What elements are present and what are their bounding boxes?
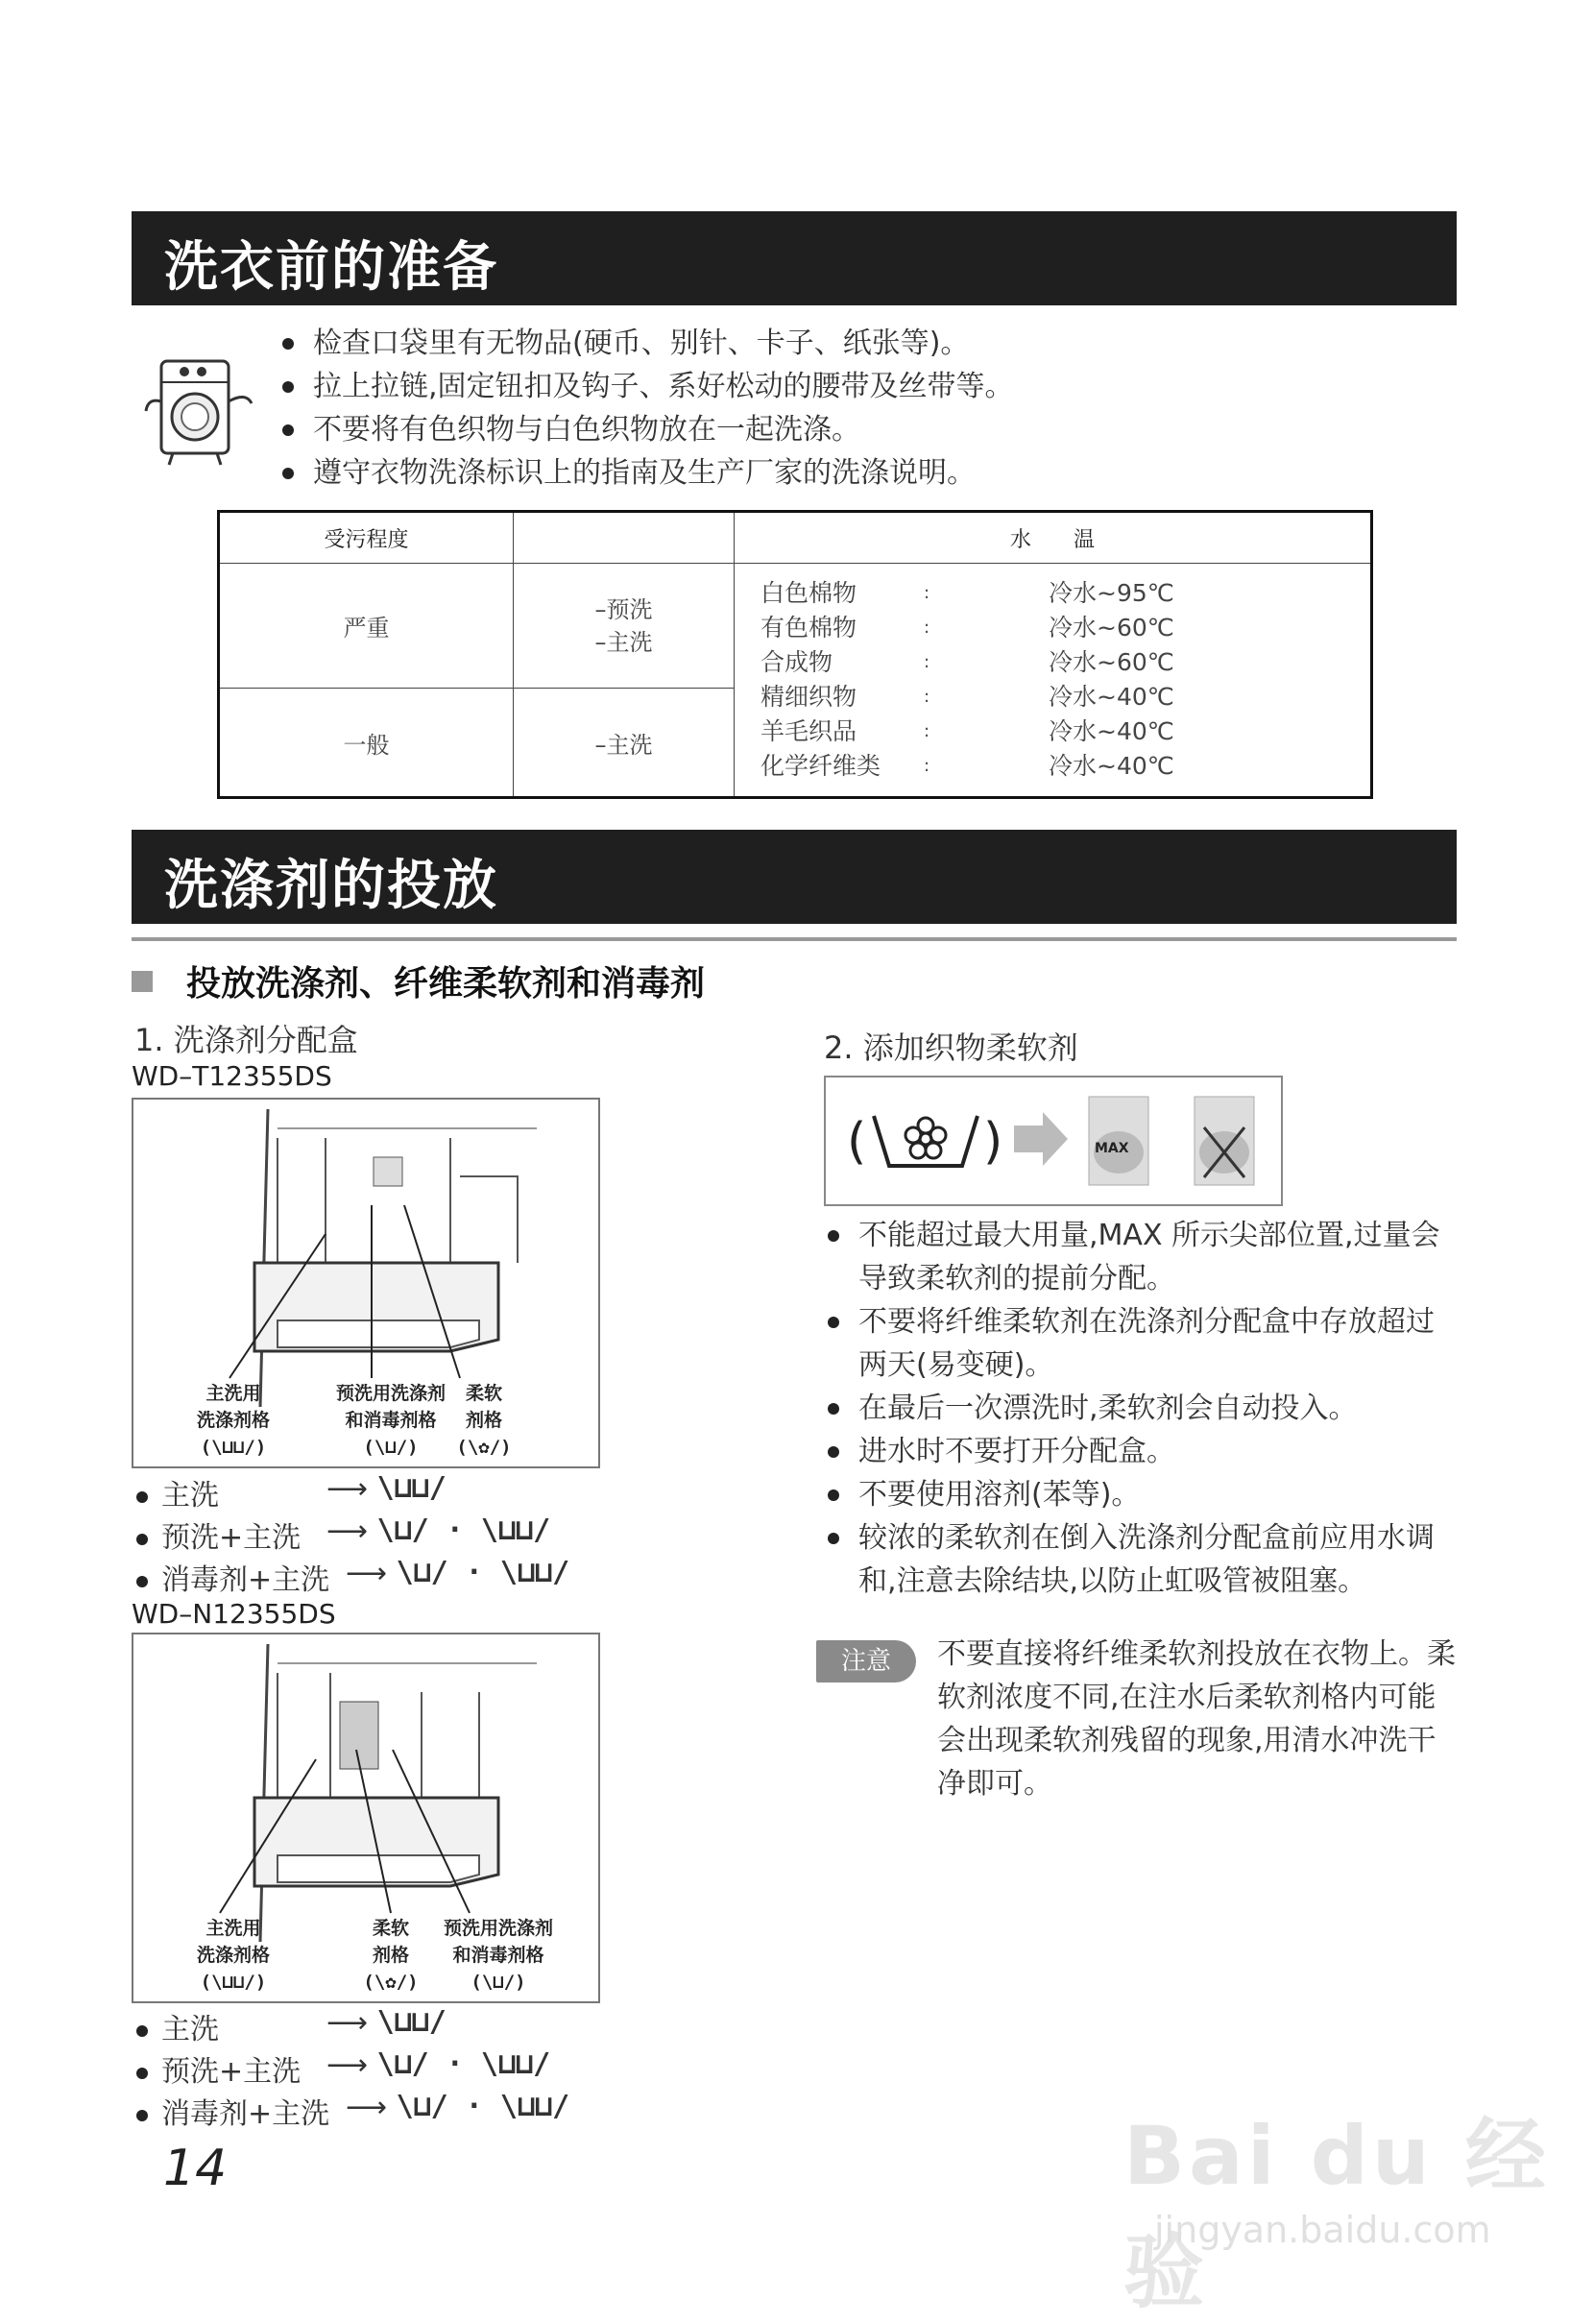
prewash-compartment-label	[324, 1380, 458, 1461]
mode-symbol-row	[326, 2005, 447, 2040]
soil-level-heavy: 严重	[219, 564, 514, 689]
temp-fabric: 合成物	[760, 648, 833, 676]
temp-sep: :	[924, 652, 930, 672]
label-line: 剂格	[372, 1945, 409, 1966]
section-title-bar	[132, 830, 1457, 924]
list-item: 遵守衣物洗涤标识上的指南及生产厂家的洗涤说明。	[277, 451, 1014, 495]
mode-item	[136, 1556, 329, 1598]
list-item: 进水时不要打开分配盒。	[822, 1430, 1456, 1473]
temp-sep: :	[924, 721, 930, 741]
arrow-right-icon: ⟶	[326, 2048, 369, 2082]
arrow-right-icon: ⟶	[326, 1472, 369, 1506]
section-title: 洗涤剂的投放	[164, 855, 498, 917]
temp-fabric: 白色棉物	[760, 579, 857, 607]
mode-symbol-row	[346, 2090, 569, 2124]
temperature-grid	[736, 577, 1369, 783]
main-wash-compartment-label	[166, 1915, 301, 1996]
label-line: 柔软	[372, 1918, 409, 1939]
table-header-soil-level: 受污程度	[219, 512, 514, 564]
mode-symbol-row	[326, 1513, 550, 1548]
bottle-max-exceeded-icon	[1191, 1093, 1258, 1189]
program-normal: –主洗	[514, 689, 735, 798]
list-item: 不要将有色织物与白色织物放在一起洗涤。	[277, 408, 1014, 451]
max-label: MAX	[1095, 1141, 1129, 1156]
soil-level-normal: 一般	[219, 689, 514, 798]
main-wash-symbol: (\⊔⊔/)	[200, 1972, 267, 1993]
softener-symbol: (\✿/)	[363, 1972, 419, 1993]
label-line: 洗涤剂格	[196, 1410, 270, 1431]
mode-symbol-row	[326, 2047, 550, 2082]
mode-label: 预洗+主洗	[161, 2055, 302, 2089]
model-label: WD–T12355DS	[132, 1060, 332, 1092]
temp-temp: 冷水~40℃	[1049, 683, 1174, 711]
mode-item	[136, 1471, 219, 1513]
prewash-compartment-label	[431, 1915, 566, 1996]
subsection-title: 投放洗涤剂、纤维柔软剂和消毒剂	[186, 964, 706, 1004]
list-item: 较浓的柔软剂在倒入洗涤剂分配盒前应用水调和,注意去除结块,以防止虹吸管被阻塞。	[822, 1516, 1456, 1603]
mode-item	[136, 2005, 219, 2047]
softener-compartment-label	[352, 1915, 429, 1996]
water-temperature-table	[217, 510, 1373, 799]
temp-temp: 冷水~40℃	[1049, 752, 1174, 780]
mode-symbols: \⊔/ · \⊔⊔/	[376, 2047, 551, 2081]
mode-symbol-row	[326, 1471, 447, 1506]
divider	[132, 937, 1457, 941]
mode-label: 消毒剂+主洗	[161, 1563, 330, 1597]
arrow-right-icon: ⟶	[346, 1557, 388, 1590]
drawer-diagram-2	[132, 1633, 600, 2003]
mode-symbols: \⊔/ · \⊔⊔/	[376, 1513, 551, 1547]
page-number: 14	[163, 2140, 228, 2197]
prep-bullet-list	[277, 322, 1014, 495]
temp-fabric: 有色棉物	[760, 614, 857, 642]
list-item: 检查口袋里有无物品(硬币、别针、卡子、纸张等)。	[277, 322, 1014, 365]
softener-bullet-list	[822, 1214, 1456, 1603]
arrow-right-icon: ⟶	[346, 2091, 388, 2124]
model-label: WD–N12355DS	[132, 1598, 336, 1630]
mode-symbols: \⊔/ · \⊔⊔/	[396, 1556, 570, 1589]
list-item: 拉上拉链,固定钮扣及钩子、系好松动的腰带及丝带等。	[277, 365, 1014, 408]
softener-compartment-label	[441, 1380, 527, 1461]
mode-symbol-row	[346, 1556, 569, 1590]
temp-fabric: 化学纤维类	[760, 752, 881, 780]
table-header-water-temp: 水 温	[735, 512, 1372, 564]
mode-label: 主洗	[161, 2013, 219, 2046]
temp-sep: :	[924, 756, 930, 776]
label-line: 预洗用洗涤剂	[443, 1918, 553, 1939]
mode-label: 主洗	[161, 1479, 219, 1513]
softener-heading: 2. 添加织物柔软剂	[824, 1029, 1078, 1066]
main-wash-symbol: (\⊔⊔/)	[200, 1437, 267, 1458]
temp-sep: :	[924, 583, 930, 603]
arrow-right-icon: ⟶	[326, 1514, 369, 1548]
prewash-symbol: (\⊔/)	[363, 1437, 419, 1458]
temperature-list	[735, 564, 1372, 798]
note-badge: 注意	[816, 1640, 916, 1682]
label-line: 剂格	[465, 1410, 502, 1431]
label-line: 主洗用	[205, 1918, 261, 1939]
label-line: 主洗用	[205, 1383, 261, 1404]
table-header-blank	[514, 512, 735, 564]
detergent-drawer-heading: 1. 洗涤剂分配盒	[134, 1022, 358, 1058]
program-heavy: –预洗 –主洗	[514, 564, 735, 689]
label-line: 和消毒剂格	[345, 1410, 437, 1431]
arrow-right-icon: ⟶	[326, 2006, 369, 2040]
temp-temp: 冷水~60℃	[1049, 614, 1174, 642]
svg-text:): )	[983, 1113, 1003, 1171]
note-text: 不要直接将纤维柔软剂投放在衣物上。柔软剂浓度不同,在注水后柔软剂格内可能会出现柔软剂残留的现象,用清水冲洗干净即可。	[937, 1637, 1456, 1801]
softener-symbol: (\✿/)	[456, 1437, 512, 1458]
mode-label: 消毒剂+主洗	[161, 2097, 330, 2131]
square-bullet-icon	[132, 971, 153, 992]
mode-symbols: \⊔⊔/	[376, 2005, 447, 2039]
temp-fabric: 精细织物	[760, 683, 857, 711]
temp-fabric: 羊毛织品	[760, 717, 857, 745]
main-wash-compartment-label	[166, 1380, 301, 1461]
label-line: 洗涤剂格	[196, 1945, 270, 1966]
list-item: 不要将纤维柔软剂在洗涤剂分配盒中存放超过两天(易变硬)。	[822, 1300, 1456, 1387]
temp-sep: :	[924, 687, 930, 707]
section-title-bar	[132, 211, 1457, 305]
mode-item	[136, 1513, 301, 1556]
mode-item	[136, 2047, 301, 2090]
list-item: 在最后一次漂洗时,柔软剂会自动投入。	[822, 1387, 1456, 1430]
mode-symbols: \⊔⊔/	[376, 1471, 447, 1505]
svg-text:(: (	[847, 1113, 867, 1171]
washing-machine-mascot-icon	[140, 353, 259, 469]
section-title: 洗衣前的准备	[164, 236, 498, 299]
watermark-logo: Bai du 经验	[1123, 2109, 1550, 2319]
temp-sep: :	[924, 617, 930, 638]
label-line: 和消毒剂格	[452, 1945, 544, 1966]
temp-temp: 冷水~60℃	[1049, 648, 1174, 676]
temp-temp: 冷水~95℃	[1049, 579, 1174, 607]
softener-max-diagram	[824, 1076, 1283, 1206]
watermark-url: jingyan.baidu.com	[1154, 2209, 1491, 2251]
drawer-diagram-1	[132, 1098, 600, 1468]
label-line: 预洗用洗涤剂	[335, 1383, 446, 1404]
mode-symbols: \⊔/ · \⊔⊔/	[396, 2090, 570, 2123]
temp-temp: 冷水~40℃	[1049, 717, 1174, 745]
label-line: 柔软	[465, 1383, 502, 1404]
list-item: 不要使用溶剂(苯等)。	[822, 1473, 1456, 1516]
mode-item	[136, 2090, 329, 2132]
mode-label: 预洗+主洗	[161, 1521, 302, 1555]
prewash-symbol: (\⊔/)	[471, 1972, 526, 1993]
list-item: 不能超过最大用量,MAX 所示尖部位置,过量会导致柔软剂的提前分配。	[822, 1214, 1456, 1300]
